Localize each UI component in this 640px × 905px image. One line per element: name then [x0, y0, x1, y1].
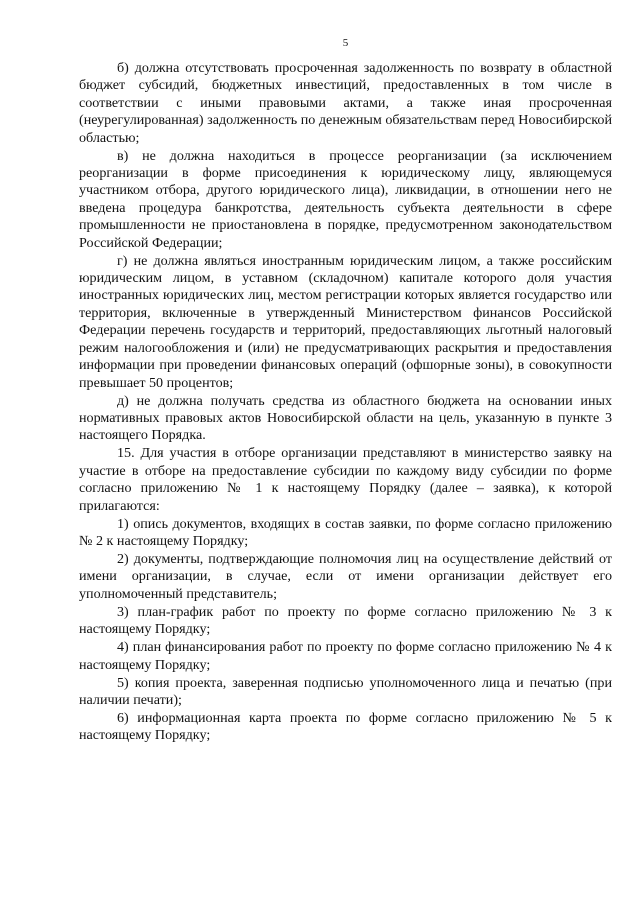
paragraph-g: г) не должна являться иностранным юридическим лицом, а также российским юридическим лицом, в уставном (складочном) капитале которого доля участия иностранных юридических лиц, местом регистрации которых является государство или территория, включенные в утвержденный Министерством финансов Российской Федерации перечень государств и территорий, предоставляющих льготный налоговый режим налогообложения и (или) не предусматривающих раскрытия и предоставления информации при проведении финансовых операций (офшорные зоны), в совокупности превышает 50 процентов; — [79, 252, 612, 391]
paragraph-v: в) не должна находиться в процессе реорганизации (за исключением реорганизации в форме присоединения к юридическому лицу, являющемуся участником отбора, другого юридического лица), ликвидации, в отношении него не введена процедура банкротства, деятельность субъекта деятельности в сфере промышленности не приостановлена в порядке, предусмотренном законодательством Российской Федерации; — [79, 147, 612, 251]
page-number: 5 — [342, 37, 349, 49]
list-item-2: 2) документы, подтверждающие полномочия лиц на осуществление действий от имени организации, в случае, если от имени организации действует его уполномоченный представитель; — [79, 550, 612, 602]
paragraph-b: б) должна отсутствовать просроченная задолженность по возврату в областной бюджет субсидий, бюджетных инвестиций, предоставленных в том числе в соответствии с иными правовыми актами, а также иная просроченная (неурегулированная) задолженность по денежным обязательствам перед Новосибирской областью; — [79, 60, 612, 146]
paragraph-15: 15. Для участия в отборе организации представляют в министерство заявку на участие в отборе на предоставление субсидии по каждому виду субсидии по форме согласно приложению № 1 к настоящему Порядку (далее – заявка), к которой прилагаются: — [79, 445, 612, 514]
list-item-3: 3) план-график работ по проекту по форме согласно приложению № 3 к настоящему Порядку; — [79, 603, 612, 638]
list-item-6: 6) информационная карта проекта по форме согласно приложению № 5 к настоящему Порядку; — [79, 709, 612, 744]
list-item-1: 1) опись документов, входящих в состав заявки, по форме согласно приложению № 2 к настоящему Порядку; — [79, 515, 612, 549]
paragraph-d: д) не должна получать средства из областного бюджета на основании иных нормативных правовых актов Новосибирской области на цель, указанную в пункте 3 настоящего Порядка. — [79, 392, 612, 444]
list-item-5: 5) копия проекта, заверенная подписью уполномоченного лица и печатью (при наличии печати); — [79, 674, 612, 708]
list-item-4: 4) план финансирования работ по проекту по форме согласно приложению № 4 к настоящему Порядку; — [79, 639, 612, 673]
